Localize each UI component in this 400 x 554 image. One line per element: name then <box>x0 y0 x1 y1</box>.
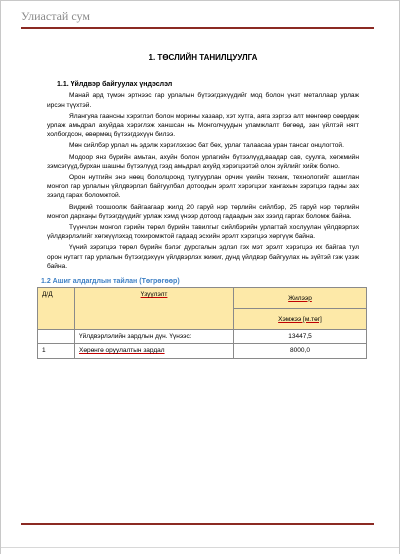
table-title: 1.2 Ашиг алдагдлын тайлан (Төгрөгөөр) <box>41 278 180 286</box>
page-bottom-edge <box>1 547 399 548</box>
header-cell-value-sub <box>234 309 367 330</box>
paragraph-3: Мөн сийлбэр урлал нь эдэлж хэрэглэхээс бат бөх, урлаг талаасаа уран тансаг онцлогтой. <box>69 142 344 150</box>
header-value-sub-label: Хэмжээ [м.төг] <box>278 315 322 323</box>
paragraph-4: Модоор янз бүрийн амьтан, ахуйн болон урлагийн бүтээлүүд,ваадар сав, суулга, хөгжмийн зэмсэгүүд,бурхан шашны бүтээлүүд гээд амьдрал ахуйд хэрэгцээтэй олон зүйлийг хийж болно. <box>47 153 359 170</box>
paragraph-8: Үүний зэрэгцээ төрөл бүрийн бэлэг дурсгалын эдлэл гэх мэт эрэлт хэрэгцээ их байгаа тул орон нутагт гар урлалын бүтээгдэхүүн үйлдвэрлэх жижиг, дунд үйлдвэр байгуулах нь зүйтэй гэж үзэж байна. <box>47 244 359 270</box>
row-1-label: Үйлдвэрлэлийн зардлын дүн. Үүнээс: <box>75 330 234 344</box>
row-2-value: 8000,0 <box>234 344 367 358</box>
paragraph-6: Виджий тоошоолж байгаагаар жилд 20 гаруй нэр төрлийн сийлбэр, 25 гаруй нэр төрлийн монгол дархаңы бүтээгдүүдийг урлаж хэмд үнээр дотоод гадаадын зах зээлд гаргах боломж байна. <box>47 203 359 220</box>
table-row <box>38 344 367 358</box>
table-header-row <box>38 288 367 309</box>
footer-divider <box>21 523 374 525</box>
profit-loss-table <box>37 287 367 358</box>
row-1-value: 13447,5 <box>234 330 367 344</box>
table-row <box>38 330 367 344</box>
row-2-label <box>75 344 234 358</box>
header-divider <box>21 27 374 29</box>
paragraph-5: Орон нутгийн энэ нөөц бололцоонд тулгуурлан орчин үеийн техник, технологийг ашиглан монгол гар урлалын үйлдвэрлэл байгуулбал дотоодын эрэлт хэрэгцээг хангахын зэрэгцээ гадны зах зээлд гарах боломжтой. <box>47 174 359 200</box>
document-body <box>41 53 359 359</box>
header-cell-indicator <box>75 288 234 330</box>
header-indicator-label: Үзүүлэлт <box>140 291 168 299</box>
row-2-num: 1 <box>38 344 75 358</box>
header-cell-value-top <box>234 288 367 309</box>
paragraph-2: Ялангуяа гаансны хэрэглэл болон морины хазаар, хэт хутга, аяга зэргээ алт мөнгөөр сөөрдөж урлаж амьдрал ахуйдаа хэрэглэж ханшсан нь Монголчуудын уламжлалт бөгөөд, зан үйлтэй нягт холбогдсон, өвөрмөц бүтээгдэхүүн билээ. <box>47 112 359 139</box>
chapter-title: 1. ТӨСЛИЙН ТАНИЛЦУУЛГА <box>148 53 258 62</box>
row-1-num <box>38 330 75 344</box>
header-dd-label: Д/Д <box>42 291 53 299</box>
header-value-top-label: Жилээр <box>288 294 312 302</box>
page-header-title: Улиастай сум <box>21 9 90 23</box>
paragraph-7: Түүнчлэн монгол гэрийн төрөл бүрийн тавилгыг сийлбэрийн урлагтай хослуулан үйлдвэрлэх үйлдвэрлэлийг хөгжүүлэхэд тохиромжтой гадаад эсхийн эрэлт хэрэгцээ хөргүүж байна. <box>47 224 359 241</box>
header-cell-dd <box>38 288 75 330</box>
section-title: 1.1. Үйлдвэр байгуулах үндэслэл <box>57 81 173 89</box>
row-2-label-text: Хөрөнгө оруулалтын зардал <box>79 347 165 355</box>
paragraph-1: Манай ард түмэн эртнээс гар урлалын бүтээгдэхүүдийг мод болон үнэт металлаар урлаж ирсэн түүхтэй. <box>47 92 359 109</box>
